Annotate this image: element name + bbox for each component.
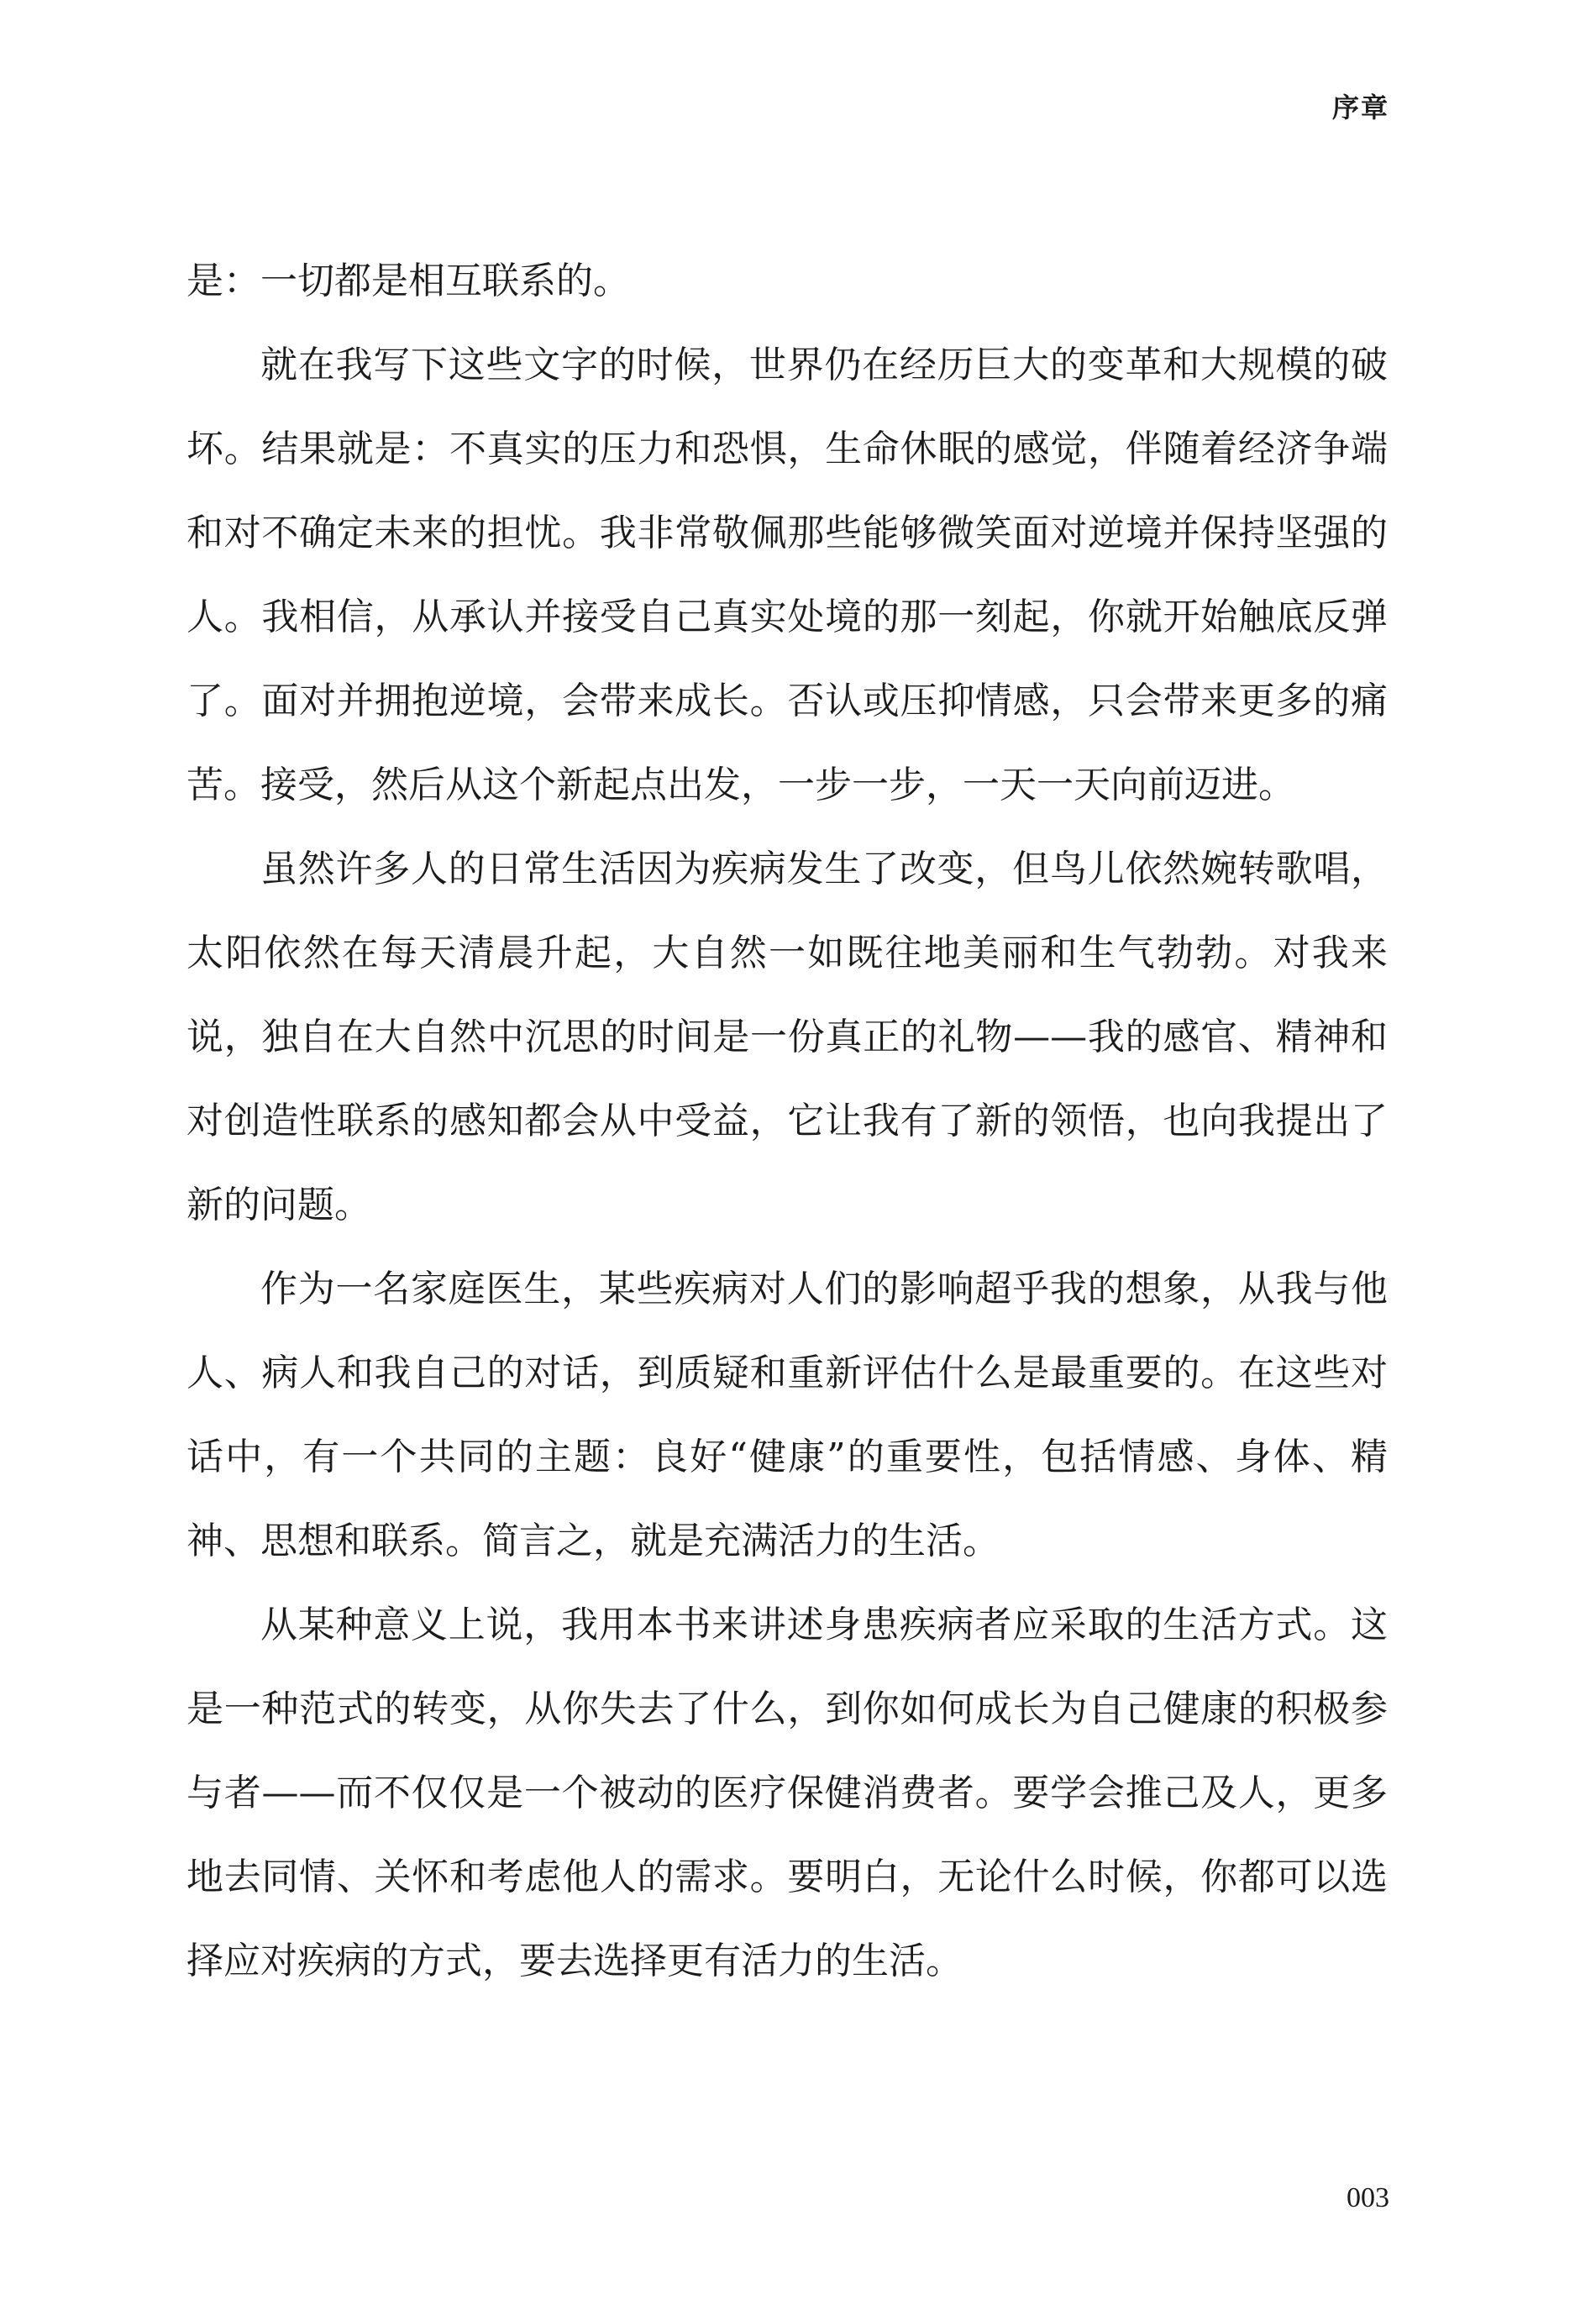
paragraph: 虽然许多人的日常生活因为疾病发生了改变，但鸟儿依然婉转歌唱，太阳依然在每天清晨升起，大自然一如既往地美丽和生气勃勃。对我来说，独自在大自然中沉思的时间是一份真正的礼物——我的感官、精神和对创造性联系的感知都会从中受益，它让我有了新的领悟，也向我提出了新的问题。 (186, 848, 1388, 1226)
body-text (186, 239, 1388, 2003)
page-number: 003 (1347, 2182, 1389, 2213)
paragraph: 就在我写下这些文字的时候，世界仍在经历巨大的变革和大规模的破坏。结果就是：不真实的压力和恐惧，生命休眠的感觉，伴随着经济争端和对不确定未来的担忧。我非常敬佩那些能够微笑面对逆境并保持坚强的人。我相信，从承认并接受自己真实处境的那一刻起，你就开始触底反弹了。面对并拥抱逆境，会带来成长。否认或压抑情感，只会带来更多的痛苦。接受，然后从这个新起点出发，一步一步，一天一天向前迈进。 (186, 344, 1388, 806)
paragraph: 作为一名家庭医生，某些疾病对人们的影响超乎我的想象，从我与他人、病人和我自己的对话，到质疑和重新评估什么是最重要的。在这些对话中，有一个共同的主题：良好“健康”的重要性，包括情感、身体、精神、思想和联系。简言之，就是充满活力的生活。 (186, 1268, 1388, 1562)
running-header: 序章 (1331, 92, 1389, 123)
paragraph-continuation: 是：一切都是相互联系的。 (186, 260, 630, 302)
paragraph: 从某种意义上说，我用本书来讲述身患疾病者应采取的生活方式。这是一种范式的转变，从你失去了什么，到你如何成长为自己健康的积极参与者——而不仅仅是一个被动的医疗保健消费者。要学会推己及人，更多地去同情、关怀和考虑他人的需求。要明白，无论什么时候，你都可以选择应对疾病的方式，要去选择更有活力的生活。 (186, 1604, 1388, 1982)
